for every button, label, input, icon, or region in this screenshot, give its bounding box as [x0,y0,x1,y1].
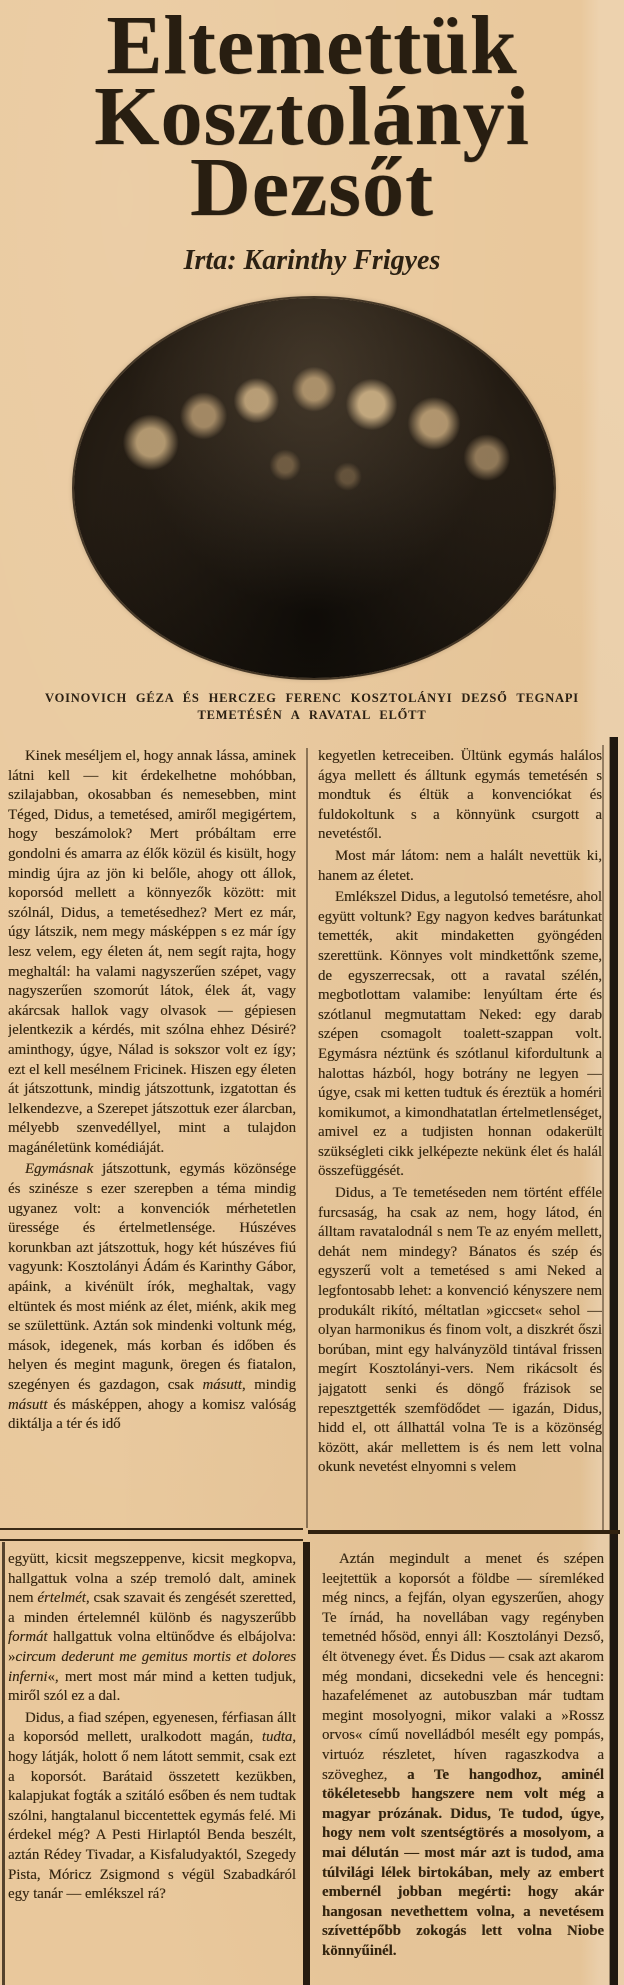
text-segment: , csak szavait és zengését szeretted, a minden értelemnél különb és nagyszerűbb [8,1590,296,1626]
column-upper-left [8,747,296,1529]
paragraph [8,1160,296,1434]
byline: Irta: Karinthy Frigyes [183,245,441,276]
article-title-line-2: Kosztolányi [94,70,530,163]
text-segment: Didus, a fiad szépen, egyenesen, férfiasan állt a koporsód mellett, uralkodott magán, [8,1709,296,1746]
column-upper-right [318,747,602,1529]
paragraph [318,888,602,1182]
right-edge-black-bar [609,737,618,1985]
right-thin-rule [602,745,604,1530]
text-segment: hallgattuk volna eltünődve és elbájolva: » [8,1629,296,1665]
article-title-line-1: Eltemettük [106,0,518,92]
text-segment: tudta [261,1729,293,1746]
article-title-line-3: Dezsőt [190,141,434,234]
text-segment: a Te hangodhoz, aminél tökéletesebb hangszere nem volt még a magyar prózának. Didus, Te tudod, úgye, hogy nem volt szentségtörés a mosolyom, a mai délután — most már azt is tudod, ama túlvilági lélek birtokában, mely az embert embernél jobban megérti: hogy akár hangosan nevethettem volna, a nevetésem szívettépőbb zokogás lett volna Niobe könnyűinél. [322,1766,604,1959]
text-segment: Didus, a Te temetéseden nem történt efféle furcsaság, ha csak az nem, hogy látod, én álltam ravatalodnál s nem Te az enyém mellett, dehát nem mindegy? Bánatos és szép és egyszerű volt a temetésed s ami Neked a legfontosabb lehet: a konvenció kényszere nem produkált rikító, méltatlan »giccset« sehol — olyan harmonikus és finom volt, a diszkrét őszi borúban, mint egy halványzöld tintával frissen megírt Kosztolányi-vers. Nem rikácsolt és jajgatott senki és döngő frázisok se repesztgették szemfödődet — igazán, Didus, hidd el, ott állhattál volna Te is a közönség között, akár mellettem is és nem lett volna okunk nevetést elnyomni s velem [318,1185,602,1476]
text-segment: játszottunk, egymás közönsége és szinésze s ezer szerepben a téma mindig ugyanez volt: a konvenciók mérhetetlen üressége és értelmetlensége. Húszéves korunkban azt játszottuk, hogy két húszéves fiú vagyunk: Kosztolányi Ádám és Karinthy Gábor, apáink, a kivénült írók, meghaltak, vagy eltüntek és most miénk az élet, miénk, akik meg se születtünk. Aztán sok mindenki voltunk még, mások, idegenek, más korban és időben és helyen és megint magunk, öregen és fiatalon, szegényen és gazdagon, csak [8,1161,296,1393]
funeral-crowd-photo [74,298,554,678]
photo-caption-line-1: VOINOVICH GÉZA ÉS HERCZEG FERENC KOSZTOLÁNYI DEZSŐ TEGNAPI [45,691,579,705]
paragraph [318,747,602,845]
text-segment: másutt [8,1396,48,1413]
section-rule-left [0,1528,303,1541]
paragraph [318,847,602,886]
text-segment: formát [8,1629,48,1646]
text-segment: Most már látom: nem a halált nevettük ki, hanem az életet. [318,847,602,884]
paragraph [322,1550,604,1961]
paragraph [8,747,296,1158]
text-segment: értelmét [37,1590,86,1607]
photo-caption-line-2: TEMETÉSÉN A RAVATAL ELŐTT [197,708,427,722]
photo-caption [16,690,608,724]
text-segment: , mindig [241,1377,296,1393]
text-segment: együtt, kicsit megszeppenve, kicsit megkopva, hallgattuk volna a szép tremoló dalt, aminek nem [8,1551,296,1607]
column-divider-rule-upper [306,748,308,1528]
paragraph [318,1184,602,1478]
text-segment: «, mert most már mind a ketten tudjuk, miről szól ez a dal. [8,1668,296,1705]
text-segment: és másképpen, ahogy a komisz valóság diktálja a tér és idő [8,1396,296,1433]
column-lower-right [322,1550,604,1978]
left-edge-rule-lower [2,1542,5,1985]
paragraph [8,1550,296,1707]
column-lower-left [8,1550,296,1978]
text-segment: circum dederunt me gemitus mortis et dolores inferni [8,1648,296,1685]
paragraph [8,1709,296,1905]
text-segment: Egymásnak [25,1161,94,1178]
text-segment: Kinek meséljem el, hogy annak lássa, aminek látni kell — kit érdekelhetne mohóbban, szilajabban, okosabban és nemesebben, mint Téged, Didus, a temetésed, amiről megigértem, hogy beszámolok? Mert próbáltam erre gondolni és amarra az élők közül és kisült, hogy mindig újra az jön ki belőle, ahogy ott állok, koporsód mellett a könnyezők között: mit szólnál, Didus, a temetésedhez? Mert ez már, úgy látszik, nem megy másképpen s ez már így lesz velem, egy életen át, nem segít rajta, hogy meghaltál: ha valami nagyszerűen szépet, vagy nagyszerűen szomorút látok, élek át, vagy akárcsak hallok vagy olvasok — gépiesen jelentkezik a kérdés, mit szólna ehhez Désiré? aminthogy, úgye, Nálad is sokszor volt ez így; ezt el kell mesélnem Fricinek. Hiszen egy életen át játszottunk, mindig játszottunk, izgatottan és lelkendezve, a Szerepet játszottuk ezer álarcban, mélyebb szenvedéllyel, mint a tulajdon magánéletünk komédiáját. [8,748,296,1156]
article-title [0,0,624,234]
text-segment: , hogy látják, holott ő nem látott semmit, csak ezt a koporsót. Barátaid összetett kezükben, kalapjukat fogták a szitáló esőben és nem tudtak szólni, hangtalanul biccentettek egymás felé. Mi érdekel még? A Pesti Hirlaptól Benda beszélt, aztán Rédey Tivadar, a Kisfaludyaktól, Szegedy Pista, Móricz Zsigmond s végül Szabadkáról egy tanár — emlékszel rá? [8,1729,296,1903]
text-segment: Aztán megindult a menet és szépen leejtettük a koporsót a földbe — síremléked még nincs, a fejfán, olyan egyszerűen, ahogy Te írnád, ha novellában vagy regényben temetnéd hősöd, ennyi áll: Kosztolányi Dezső, élt ötvenegy évet. És Didus — csak azt akarom még mondani, dicsekedni vele és hencegni: hazafelémenet az autobuszban már tudtam megint mosolyogni, mikor valaki a »Rossz orvos« című novelládból mesélt egy pompás, virtuóz részletet, híven ragaszkodva a szöveghez, [322,1551,604,1783]
text-segment: kegyetlen ketreceiben. Ültünk egymás halálos ágya mellett és álltunk egymás temetésén s mondtuk és éltük a konvenciókat és fuldokoltunk s a könnyünk csurgott a nevetéstől. [318,748,602,843]
column-divider-rule-lower [303,1542,310,1985]
text-segment: Emlékszel Didus, a legutolsó temetésre, ahol együtt voltunk? Egy nagyon kedves barátunkat temették, akit mindaketten gyöngéden szerettünk. Könnyes volt mindkettőnk szeme, de egyszerrecsak, ott a ravatal szélén, megbotlottam valamibe: lenyúltam érte és szótlanul megmutattam Neked: egy darab szépen csomagolt toalett-szappan volt. Egymásra néztünk és szótlanul kifordultunk a halottas házból, hogy botrány ne legyen — úgye, csak mi ketten tudtuk és éreztük a homéri komikumot, a kimondhatatlan értelmetlenséget, amivel ez a tudjisten honnan odakerült szükségleti cikk jelképezte nekünk élet és halál összefüggését. [318,889,602,1180]
section-rule-right [308,1530,620,1534]
text-segment: másutt [202,1377,242,1393]
